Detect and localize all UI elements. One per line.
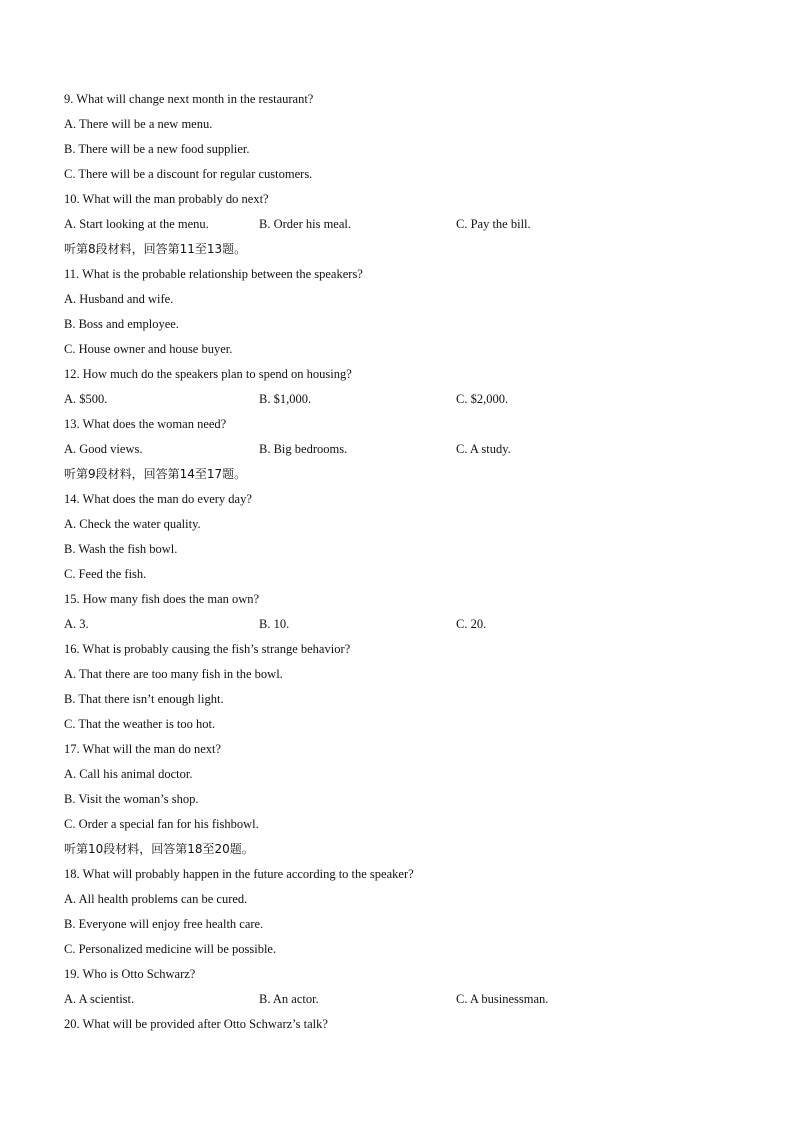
section-instruction: 听第10段材料，回答第18至20题。 xyxy=(64,842,254,856)
option-c: C. Pay the bill. xyxy=(456,217,531,231)
option-line: B. Boss and employee. xyxy=(64,317,179,331)
section-instruction: 听第8段材料，回答第11至13题。 xyxy=(64,242,247,256)
option-line: C. That the weather is too hot. xyxy=(64,717,216,731)
question-text: 13. What does the woman need? xyxy=(64,417,227,431)
question-text: 14. What does the man do every day? xyxy=(64,492,252,506)
options-row xyxy=(64,987,744,1012)
option-b: B. An actor. xyxy=(259,992,319,1006)
option-line: C. House owner and house buyer. xyxy=(64,342,233,356)
options-row xyxy=(64,212,744,237)
question-text: 9. What will change next month in the restaurant? xyxy=(64,92,314,106)
question-text: 15. How many fish does the man own? xyxy=(64,592,260,606)
option-a: A. Start looking at the menu. xyxy=(64,217,209,231)
question-text: 12. How much do the speakers plan to spend on housing? xyxy=(64,367,352,381)
option-line: A. Husband and wife. xyxy=(64,292,174,306)
option-b: B. $1,000. xyxy=(259,392,312,406)
option-line: B. Visit the woman’s shop. xyxy=(64,792,199,806)
option-c: C. 20. xyxy=(456,617,487,631)
option-b: B. Order his meal. xyxy=(259,217,351,231)
options-row xyxy=(64,612,744,637)
option-line: C. Feed the fish. xyxy=(64,567,147,581)
option-c: C. A study. xyxy=(456,442,511,456)
option-line: B. There will be a new food supplier. xyxy=(64,142,250,156)
option-line: C. There will be a discount for regular customers. xyxy=(64,167,313,181)
question-text: 10. What will the man probably do next? xyxy=(64,192,269,206)
option-b: B. Big bedrooms. xyxy=(259,442,348,456)
option-line: C. Order a special fan for his fishbowl. xyxy=(64,817,259,831)
option-c: C. $2,000. xyxy=(456,392,509,406)
options-row xyxy=(64,387,744,412)
option-line: A. All health problems can be cured. xyxy=(64,892,248,906)
option-a: A. Good views. xyxy=(64,442,143,456)
option-line: B. That there isn’t enough light. xyxy=(64,692,224,706)
section-instruction: 听第9段材料，回答第14至17题。 xyxy=(64,467,247,481)
option-a: A. 3. xyxy=(64,617,89,631)
question-text: 18. What will probably happen in the future according to the speaker? xyxy=(64,867,414,881)
option-line: A. That there are too many fish in the bowl. xyxy=(64,667,283,681)
option-line: B. Wash the fish bowl. xyxy=(64,542,178,556)
question-text: 16. What is probably causing the fish’s strange behavior? xyxy=(64,642,351,656)
option-line: A. Call his animal doctor. xyxy=(64,767,193,781)
question-text: 20. What will be provided after Otto Schwarz’s talk? xyxy=(64,1017,328,1031)
question-text: 11. What is the probable relationship between the speakers? xyxy=(64,267,363,281)
option-a: A. $500. xyxy=(64,392,108,406)
option-line: A. There will be a new menu. xyxy=(64,117,213,131)
question-text: 17. What will the man do next? xyxy=(64,742,222,756)
option-c: C. A businessman. xyxy=(456,992,549,1006)
option-line: B. Everyone will enjoy free health care. xyxy=(64,917,264,931)
option-line: A. Check the water quality. xyxy=(64,517,201,531)
option-a: A. A scientist. xyxy=(64,992,135,1006)
question-text: 19. Who is Otto Schwarz? xyxy=(64,967,196,981)
option-line: C. Personalized medicine will be possible. xyxy=(64,942,277,956)
options-row xyxy=(64,437,744,462)
option-b: B. 10. xyxy=(259,617,290,631)
